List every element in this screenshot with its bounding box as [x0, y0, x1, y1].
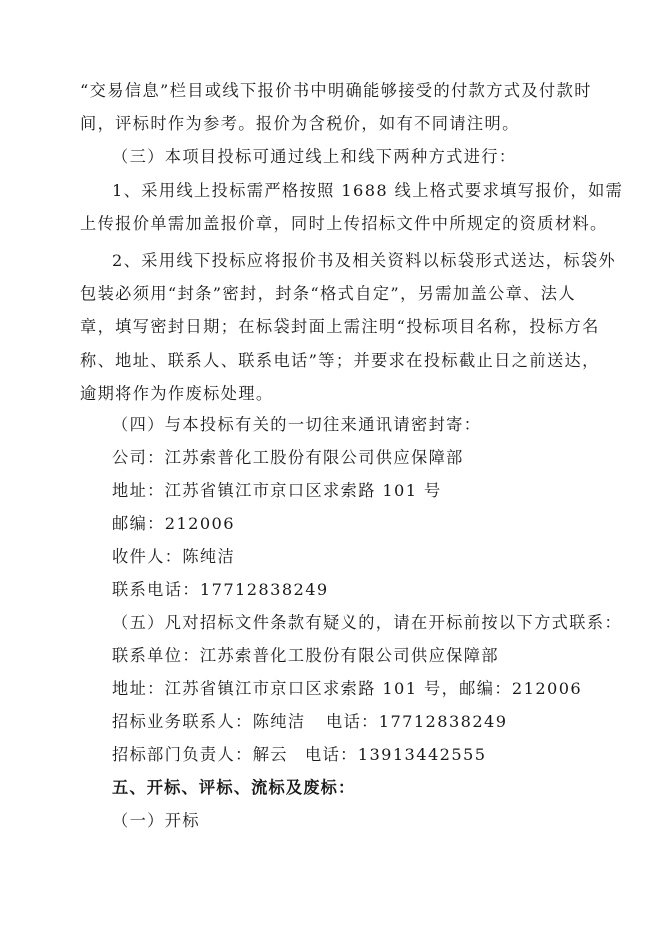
offline-bid-line-2: 包装必须用“封条”密封，封条“格式自定”，另需加盖公章、法人: [80, 284, 576, 303]
department-head: 招标部门负责人：解云: [112, 745, 288, 764]
contact-address: 地址：江苏省镇江市京口区求索路 101 号，邮编：212006: [112, 679, 583, 698]
mail-recipient: 收件人：陈纯洁: [112, 547, 236, 566]
offline-bid-line-5: 逾期将作为作废标处理。: [80, 384, 274, 403]
section-5-heading: （五）凡对招标文件条款有疑义的，请在开标前按以下方式联系：: [112, 613, 623, 632]
payment-terms-line-2: 间，评标时作为参考。报价为含税价，如有不同请注明。: [80, 114, 520, 133]
mail-company: 公司：江苏索普化工股份有限公司供应保障部: [112, 448, 464, 467]
subsection-1-heading: （一）开标: [112, 811, 200, 830]
department-head-phone: 电话：13913442555: [305, 745, 487, 764]
section-4-heading: （四）与本投标有关的一切往来通讯请密封寄：: [112, 415, 482, 434]
payment-terms-line-1: “交易信息”栏目或线下报价书中明确能够接受的付款方式及付款时: [80, 81, 592, 100]
mail-postcode: 邮编：212006: [112, 514, 235, 533]
mail-address: 地址：江苏省镇江市京口区求索路 101 号: [112, 481, 442, 500]
online-bid-line-2: 上传报价单需加盖报价章，同时上传招标文件中所规定的资质材料。: [80, 214, 608, 233]
section-3-heading: （三）本项目投标可通过线上和线下两种方式进行：: [112, 147, 517, 166]
online-bid-line-1: 1、采用线上投标需严格按照 1688 线上格式要求填写报价，如需: [112, 181, 624, 200]
contact-unit: 联系单位：江苏索普化工股份有限公司供应保障部: [112, 646, 499, 665]
chapter-5-heading: 五、开标、评标、流标及废标：: [112, 778, 356, 797]
offline-bid-line-4: 称、地址、联系人、联系电话”等；并要求在投标截止日之前送达，: [80, 351, 600, 370]
business-contact-phone: 电话：17712838249: [326, 712, 508, 731]
offline-bid-line-1: 2、采用线下投标应将报价书及相关资料以标袋形式送达，标袋外: [112, 251, 617, 270]
business-contact: 招标业务联系人：陈纯洁: [112, 712, 306, 731]
mail-phone: 联系电话：17712838249: [112, 580, 329, 599]
offline-bid-line-3: 章，填写密封日期；在标袋封面上需注明“投标项目名称，投标方名: [80, 317, 600, 336]
